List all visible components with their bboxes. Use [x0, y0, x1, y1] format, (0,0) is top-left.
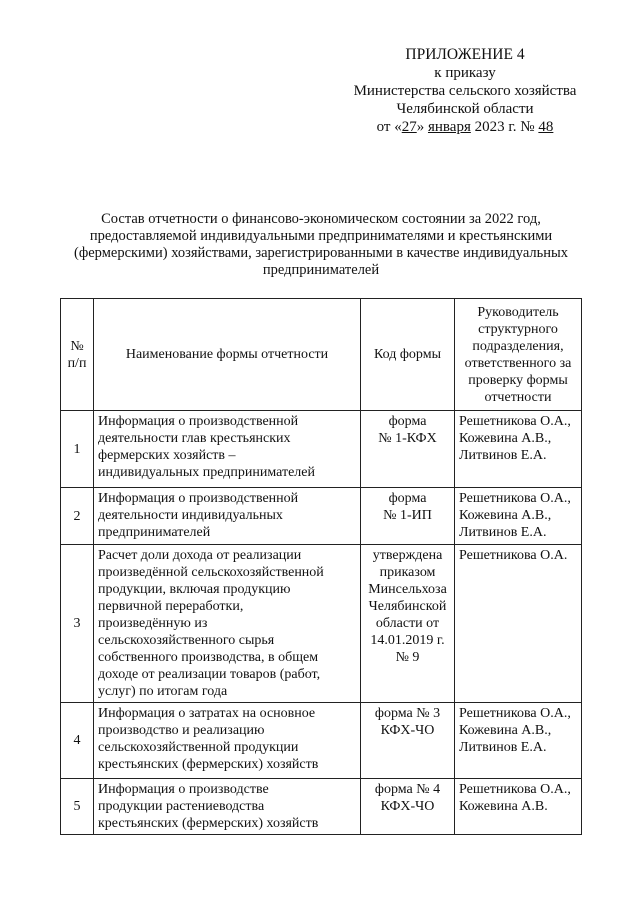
table-row	[61, 545, 582, 703]
form-code-cell	[361, 488, 455, 545]
responsible-line: Решетникова О.А.	[459, 548, 568, 563]
document-title	[60, 211, 582, 279]
row-number: 2	[61, 488, 94, 545]
form-name-cell	[94, 545, 361, 703]
responsible-line: Решетникова О.А.,	[459, 414, 571, 429]
header-responsible-line: ответственного за	[464, 355, 572, 371]
responsible-line: Решетникова О.А.,	[459, 706, 571, 721]
appendix-date-line	[330, 118, 600, 136]
responsible-line: Кожевина А.В.,	[459, 723, 552, 738]
row-number: 1	[61, 411, 94, 488]
form-code-cell	[361, 703, 455, 779]
form-code-line: области от	[375, 616, 440, 631]
table-row	[61, 703, 582, 779]
form-code-cell	[361, 411, 455, 488]
form-name-line: Расчет доли дохода от реализации	[98, 548, 302, 563]
form-code-line: № 1-ИП	[383, 508, 432, 523]
responsible-cell	[455, 488, 582, 545]
header-number-line: п/п	[67, 355, 87, 371]
form-name-line: доходе от реализации товаров (работ,	[98, 667, 321, 682]
form-name-line: производство и реализацию	[98, 723, 265, 738]
form-code-line: форма	[388, 491, 427, 506]
responsible-line: Решетникова О.А.,	[459, 491, 571, 506]
form-code-line: КФХ-ЧО	[380, 723, 435, 738]
table-body	[61, 411, 582, 835]
document-title-line: предпринимателей	[262, 262, 380, 278]
form-code-line: № 9	[395, 650, 420, 665]
form-name-line: деятельности глав крестьянских	[98, 431, 291, 446]
header-responsible-line: проверку формы	[468, 372, 568, 388]
order-number: 48	[538, 119, 554, 135]
form-code-line: Минсельхоза	[368, 582, 447, 597]
appendix-line-ministry: Министерства сельского хозяйства	[353, 83, 577, 99]
row-number: 5	[61, 779, 94, 835]
form-code-line: КФХ-ЧО	[380, 799, 435, 814]
header-number	[61, 299, 94, 411]
responsible-line: Кожевина А.В.,	[459, 431, 552, 446]
form-name-line: произведённой сельскохозяйственной	[98, 565, 324, 580]
report-forms-table	[60, 298, 582, 835]
responsible-line: Решетникова О.А.,	[459, 782, 571, 797]
header-responsible-line: структурного	[478, 321, 558, 337]
form-code-line: приказом	[379, 565, 436, 580]
header-form-code: Код формы	[361, 299, 455, 411]
form-name-line: первичной переработки,	[98, 599, 244, 614]
form-name-line: услуг) по итогам года	[98, 684, 228, 699]
date-year: 2023 г. №	[470, 119, 539, 135]
table-header-row	[61, 299, 582, 411]
appendix-line-region: Челябинской области	[396, 101, 534, 117]
form-name-line: индивидуальных предпринимателей	[98, 465, 315, 480]
form-name-line: Информация о производственной	[98, 491, 299, 506]
responsible-cell	[455, 545, 582, 703]
responsible-line: Кожевина А.В.	[459, 799, 548, 814]
responsible-cell	[455, 779, 582, 835]
responsible-line: Литвинов Е.А.	[459, 448, 547, 463]
form-code-line: форма № 3	[374, 706, 441, 721]
form-name-line: предпринимателей	[98, 525, 211, 540]
form-name-line: сельскохозяйственной продукции	[98, 740, 299, 755]
appendix-line-order: к приказу	[434, 65, 496, 81]
form-name-line: фермерских хозяйств –	[98, 448, 236, 463]
form-name-line: Информация о производственной	[98, 414, 299, 429]
date-mid: »	[416, 119, 428, 135]
header-responsible-line: отчетности	[484, 389, 552, 405]
form-name-line: крестьянских (фермерских) хозяйств	[98, 757, 319, 772]
header-responsible-line: Руководитель	[477, 304, 559, 320]
form-code-cell	[361, 545, 455, 703]
form-name-cell	[94, 779, 361, 835]
header-number-line: №	[70, 338, 84, 354]
form-code-line: форма № 4	[374, 782, 441, 797]
form-name-cell	[94, 703, 361, 779]
responsible-line: Литвинов Е.А.	[459, 740, 547, 755]
header-form-name: Наименование формы отчетности	[94, 299, 361, 411]
table-row	[61, 411, 582, 488]
form-code-cell	[361, 779, 455, 835]
appendix-header	[330, 46, 600, 136]
form-name-line: крестьянских (фермерских) хозяйств	[98, 816, 319, 831]
table-row	[61, 488, 582, 545]
document-title-line: (фермерскими) хозяйствами, зарегистрированными в качестве индивидуальных	[74, 245, 568, 261]
document-title-line: Состав отчетности о финансово-экономическом состоянии за 2022 год,	[101, 211, 541, 227]
form-name-line: продукции растениеводства	[98, 799, 265, 814]
form-name-line: деятельности индивидуальных	[98, 508, 283, 523]
row-number: 3	[61, 545, 94, 703]
form-code-line: 14.01.2019 г.	[370, 633, 445, 648]
table-row	[61, 779, 582, 835]
responsible-cell	[455, 411, 582, 488]
form-name-line: продукции, включая продукцию	[98, 582, 291, 597]
form-code-line: форма	[388, 414, 427, 429]
date-prefix: от «	[376, 119, 402, 135]
document-title-line: предоставляемой индивидуальными предпринимателями и крестьянскими	[89, 228, 553, 244]
appendix-title: ПРИЛОЖЕНИЕ 4	[405, 46, 525, 63]
row-number: 4	[61, 703, 94, 779]
form-name-line: Информация о затратах на основное	[98, 706, 316, 721]
form-name-line: сельскохозяйственного сырья	[98, 633, 275, 648]
form-name-cell	[94, 488, 361, 545]
responsible-line: Литвинов Е.А.	[459, 525, 547, 540]
header-responsible-line: подразделения,	[472, 338, 564, 354]
responsible-cell	[455, 703, 582, 779]
header-responsible	[455, 299, 582, 411]
form-code-line: утверждена	[372, 548, 443, 563]
form-name-line: Информация о производстве	[98, 782, 269, 797]
form-code-line: Челябинской	[368, 599, 447, 614]
responsible-line: Кожевина А.В.,	[459, 508, 552, 523]
form-name-cell	[94, 411, 361, 488]
form-name-line: собственного производства, в общем	[98, 650, 319, 665]
date-day: 27	[401, 119, 417, 135]
date-month: января	[427, 119, 471, 135]
form-name-line: произведённую из	[98, 616, 208, 631]
form-code-line: № 1-КФХ	[378, 431, 437, 446]
